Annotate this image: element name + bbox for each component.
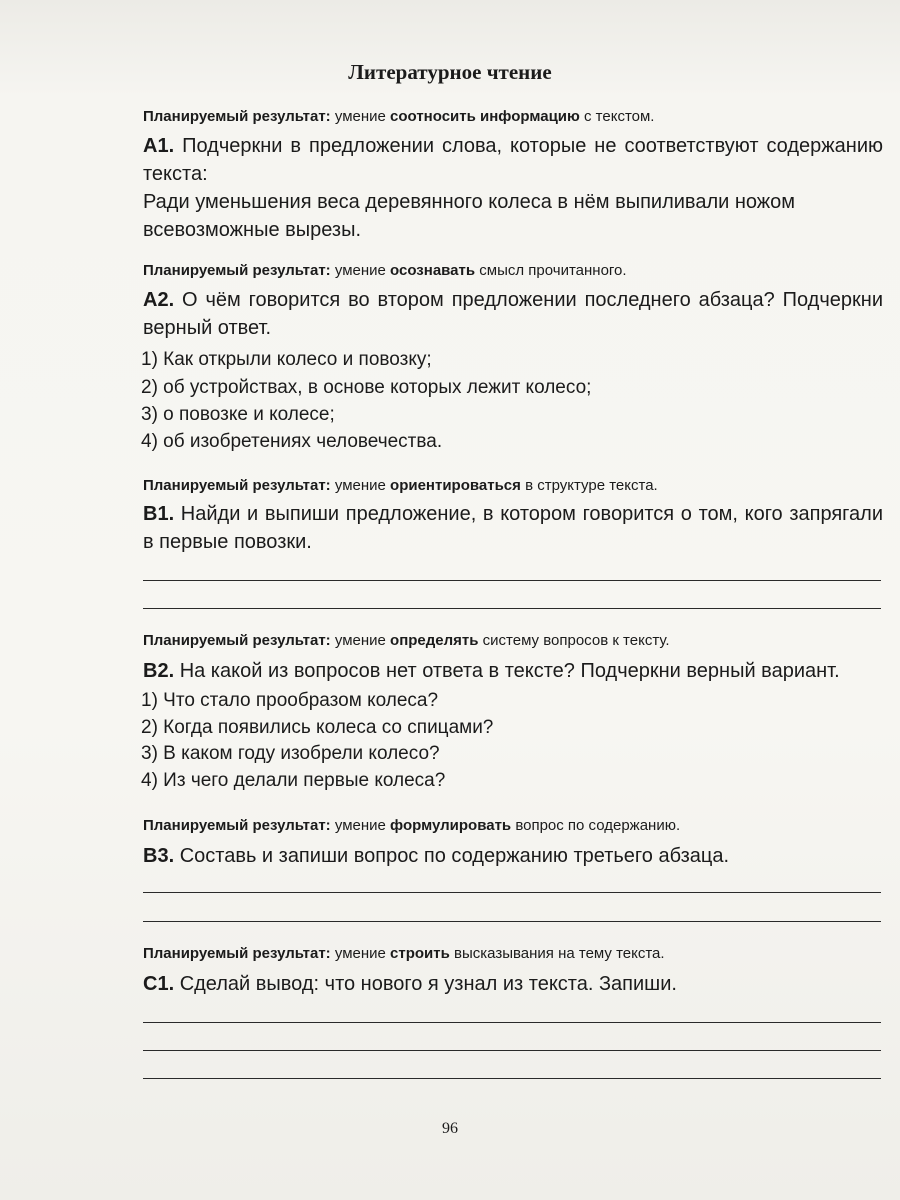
page-number: 96	[442, 1120, 458, 1137]
option-item: 1) Как открыли колесо и повозку;	[141, 349, 432, 370]
planned-result-b2: Планируемый результат: умение определять систему вопросов к тексту.	[143, 632, 670, 649]
task-b2: В2. На какой из вопросов нет ответа в тексте? Подчеркни верный вариант.	[143, 660, 840, 682]
answer-line[interactable]	[143, 1050, 881, 1051]
answer-line[interactable]	[143, 892, 881, 893]
task-a2: А2. О чём говорится во втором предложении последнего абзаца? Подчеркни верный ответ.	[143, 289, 883, 339]
task-text: Подчеркни в предложении слова, которые не соответствуют содержанию текста:	[143, 135, 883, 185]
answer-line[interactable]	[143, 1022, 881, 1023]
result-prefix: Планируемый результат:	[143, 108, 331, 125]
answer-line[interactable]	[143, 580, 881, 581]
option-item: 4) об изобретениях человечества.	[141, 431, 443, 452]
planned-result-a2: Планируемый результат: умение осознавать смысл прочитанного.	[143, 262, 627, 279]
task-c1: С1. Сделай вывод: что нового я узнал из текста. Запиши.	[143, 973, 677, 995]
option-item: 1) Что стало прообразом колеса?	[141, 690, 439, 711]
option-item: 3) о повозке и колесе;	[141, 404, 335, 425]
option-item: 4) Из чего делали первые колеса?	[141, 770, 446, 791]
page-title: Литературное чтение	[348, 60, 552, 84]
option-item: 2) об устройствах, в основе которых лежит колесо;	[141, 377, 592, 398]
task-a1	[143, 132, 883, 188]
planned-result-b1: Планируемый результат: умение ориентироваться в структуре текста.	[143, 477, 658, 494]
planned-result-a1: Планируемый результат: умение соотносить информацию с текстом.	[143, 108, 655, 125]
option-item: 3) В каком году изобрели колесо?	[141, 743, 440, 764]
option-item: 2) Когда появились колеса со спицами?	[141, 717, 494, 738]
planned-result-c1: Планируемый результат: умение строить высказывания на тему текста.	[143, 945, 665, 962]
task-label: А1.	[143, 135, 175, 157]
answer-line[interactable]	[143, 921, 881, 922]
quote-sentence: Ради уменьшения веса деревянного колеса в нём выпиливали ножом всевозможные вырезы.	[143, 191, 796, 241]
planned-result-b3: Планируемый результат: умение формулировать вопрос по содержанию.	[143, 817, 681, 834]
task-b3: В3. Составь и запиши вопрос по содержанию третьего абзаца.	[143, 845, 730, 867]
answer-line[interactable]	[143, 608, 881, 609]
task-b1: В1. Найди и выпиши предложение, в котором говорится о том, кого запрягали в первые повозки.	[143, 503, 884, 553]
answer-line[interactable]	[143, 1078, 881, 1079]
